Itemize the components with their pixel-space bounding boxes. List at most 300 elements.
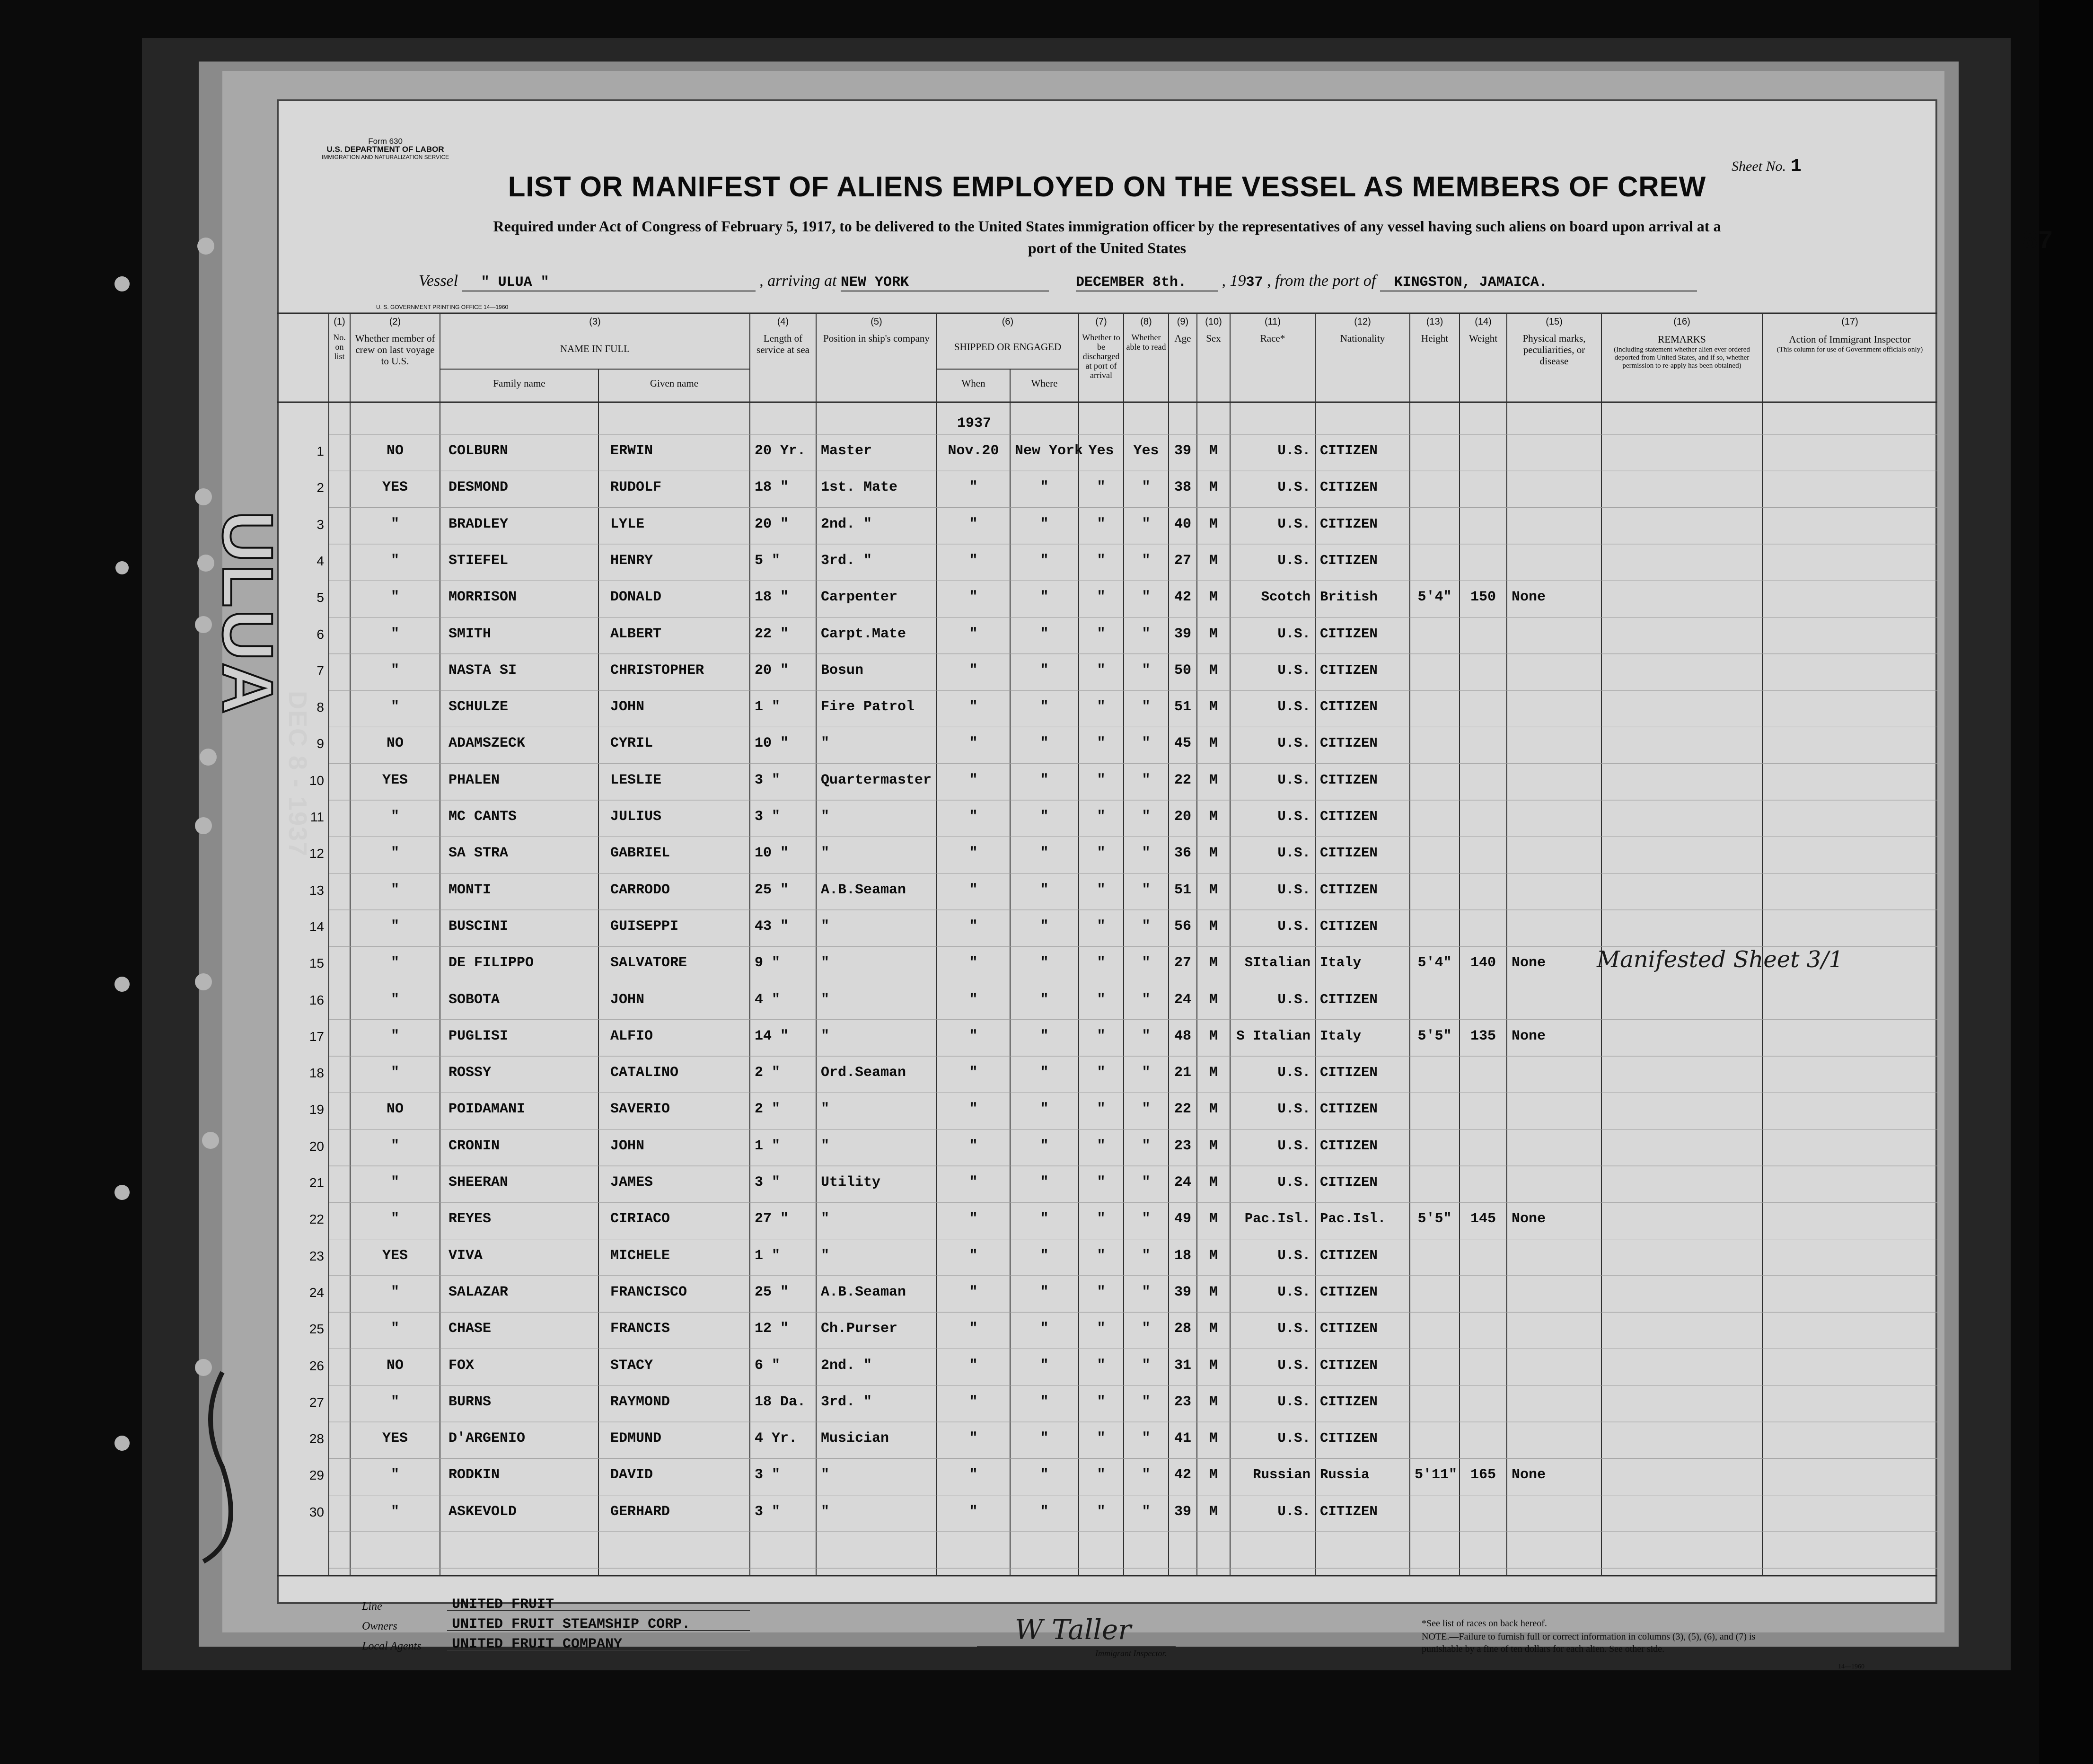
cell-where: "	[1040, 1028, 1049, 1044]
sheet-number-value: 1	[1790, 156, 1802, 176]
cell-discharged: "	[1097, 1065, 1106, 1081]
cell-height: 5'5"	[1417, 1211, 1452, 1227]
cell-nationality: CITIZEN	[1320, 882, 1378, 898]
cell-when: "	[969, 1138, 978, 1154]
cell-read: "	[1142, 991, 1151, 1008]
cell-where: "	[1040, 1467, 1049, 1483]
cell-read: "	[1142, 1138, 1151, 1154]
cell-sex: M	[1209, 699, 1218, 715]
cell-where: "	[1040, 589, 1049, 606]
cell-family: BRADLEY	[448, 516, 509, 532]
cell-age: 27	[1174, 552, 1191, 569]
cell-race: U.S.	[1277, 699, 1310, 715]
date-stamp: DEC 8 - 1937	[283, 691, 312, 857]
cell-service: 18 "	[755, 589, 789, 606]
header-col11-number: (11)	[1264, 317, 1281, 327]
cell-when: "	[969, 772, 978, 788]
cell-read: "	[1142, 1394, 1151, 1410]
cell-read: "	[1142, 955, 1151, 971]
cell-last: "	[390, 955, 399, 971]
cell-n: 16	[309, 992, 324, 1007]
cell-position: 2nd. "	[821, 1357, 872, 1374]
cell-given: STACY	[610, 1357, 653, 1374]
cell-n: 15	[309, 956, 324, 971]
cell-sex: M	[1209, 1101, 1218, 1118]
cell-given: SALVATORE	[610, 955, 687, 971]
cell-nationality: CITIZEN	[1320, 1321, 1378, 1337]
header-col16-note: (Including statement whether alien ever ordered deported from United States, and if so, whether permission to re-apply has been obtained)	[1614, 346, 1750, 370]
cell-service: 3 "	[755, 1503, 781, 1520]
cell-age: 45	[1174, 735, 1191, 752]
cell-family: ASKEVOLD	[448, 1503, 517, 1520]
cell-n: 29	[309, 1468, 324, 1483]
cell-given: FRANCIS	[610, 1321, 670, 1337]
cell-last: NO	[386, 735, 404, 752]
cell-sex: M	[1209, 1284, 1218, 1300]
cell-where: "	[1040, 1065, 1049, 1081]
cell-when: "	[969, 1174, 978, 1191]
cell-age: 42	[1174, 589, 1191, 606]
cell-read: "	[1142, 809, 1151, 825]
cell-read: "	[1142, 772, 1151, 788]
cell-race: U.S.	[1277, 1430, 1310, 1446]
vessel-line	[419, 272, 1697, 291]
cell-read: "	[1142, 1065, 1151, 1081]
header-col15-number: (15)	[1546, 317, 1563, 327]
cell-race: Scotch	[1261, 589, 1310, 605]
cell-read: "	[1142, 1028, 1151, 1044]
cell-given: CYRIL	[610, 735, 653, 752]
header-col11-label: Race*	[1260, 333, 1285, 344]
cell-when: "	[969, 516, 978, 532]
from-port-label: , from the port of	[1267, 272, 1376, 290]
cell-marks: None	[1512, 1211, 1546, 1227]
cell-nationality: CITIZEN	[1320, 443, 1378, 459]
cell-nationality: Italy	[1320, 1028, 1362, 1044]
cell-last: "	[390, 809, 399, 825]
cell-sex: M	[1209, 735, 1218, 752]
cell-service: 1 "	[755, 1138, 781, 1154]
cell-race: U.S.	[1277, 809, 1310, 824]
cell-marks: None	[1512, 589, 1546, 606]
cell-last: "	[390, 845, 399, 862]
cell-sex: M	[1209, 772, 1218, 788]
cell-nationality: CITIZEN	[1320, 1247, 1378, 1263]
cell-when: "	[969, 1430, 978, 1447]
cell-when: "	[969, 1028, 978, 1044]
cell-family: MC CANTS	[448, 809, 517, 825]
cell-given: EDMUND	[610, 1430, 662, 1447]
cell-n: 25	[309, 1322, 324, 1337]
cell-n: 6	[317, 626, 324, 642]
cell-where: "	[1040, 1394, 1049, 1410]
header-col5-number: (5)	[871, 317, 882, 327]
cell-race: U.S.	[1277, 552, 1310, 568]
cell-age: 42	[1174, 1467, 1191, 1483]
cell-given: CATALINO	[610, 1065, 679, 1081]
cell-last: "	[390, 1321, 399, 1337]
cell-age: 22	[1174, 772, 1191, 788]
cell-where: "	[1040, 1101, 1049, 1118]
cell-race: S Italian	[1236, 1028, 1310, 1044]
cell-n: 19	[309, 1102, 324, 1117]
cell-given: HENRY	[610, 552, 653, 569]
cell-age: 50	[1174, 662, 1191, 679]
cell-sex: M	[1209, 552, 1218, 569]
cell-when: "	[969, 1101, 978, 1118]
cell-given: RUDOLF	[610, 479, 662, 496]
form-code: 14—1960	[1838, 1663, 1864, 1670]
cell-discharged: "	[1097, 1503, 1106, 1520]
cell-last: "	[390, 1028, 399, 1044]
cell-n: 22	[309, 1212, 324, 1227]
cell-marks: None	[1512, 1028, 1546, 1044]
vessel-label: Vessel	[419, 272, 458, 290]
cell-service: 20 Yr.	[755, 443, 806, 459]
cell-race: U.S.	[1277, 1284, 1310, 1300]
cell-where: "	[1040, 1357, 1049, 1374]
cell-given: DONALD	[610, 589, 662, 606]
cell-where: "	[1040, 955, 1049, 971]
page-subtitle	[277, 215, 1937, 259]
signature-underline	[977, 1646, 1176, 1648]
cell-weight: 135	[1470, 1028, 1496, 1044]
header-name-in-full: NAME IN FULL	[560, 343, 630, 354]
cell-where: "	[1040, 1247, 1049, 1264]
form-department: U.S. DEPARTMENT OF LABOR	[326, 145, 444, 154]
cell-when: "	[969, 809, 978, 825]
cell-when: "	[969, 1394, 978, 1410]
cell-service: 12 "	[755, 1321, 789, 1337]
header-col1-number: (1)	[334, 317, 345, 327]
cell-last: "	[390, 552, 399, 569]
cell-n: 21	[309, 1175, 324, 1190]
cell-discharged: "	[1097, 1394, 1106, 1410]
cell-discharged: "	[1097, 626, 1106, 642]
cell-n: 26	[309, 1358, 324, 1373]
cell-age: 51	[1174, 699, 1191, 715]
cell-position: "	[821, 735, 830, 752]
header-col9-number: (9)	[1177, 317, 1189, 327]
cell-position: Quartermaster	[821, 772, 932, 788]
cell-last: "	[390, 626, 399, 642]
cell-age: 48	[1174, 1028, 1191, 1044]
cell-discharged: "	[1097, 918, 1106, 935]
cell-read: "	[1142, 1174, 1151, 1191]
cell-last: "	[390, 918, 399, 935]
cell-nationality: CITIZEN	[1320, 1503, 1378, 1519]
local-agents-label: Local Agents	[362, 1640, 422, 1652]
cell-position: Musician	[821, 1430, 889, 1447]
cell-service: 4 Yr.	[755, 1430, 798, 1447]
cell-position: "	[821, 1211, 830, 1227]
cell-family: MONTI	[448, 882, 492, 898]
cell-service: 2 "	[755, 1065, 781, 1081]
cell-sex: M	[1209, 918, 1218, 935]
cell-race: Pac.Isl.	[1244, 1211, 1310, 1227]
cell-given: FRANCISCO	[610, 1284, 687, 1300]
cell-discharged: "	[1097, 991, 1106, 1008]
cell-discharged: "	[1097, 1138, 1106, 1154]
cell-discharged: "	[1097, 1247, 1106, 1264]
cell-discharged: "	[1097, 772, 1106, 788]
inspector-label: Immigrant Inspector.	[1095, 1649, 1167, 1658]
cell-given: JULIUS	[610, 809, 662, 825]
form-header	[322, 137, 449, 161]
cell-position: "	[821, 1467, 830, 1483]
cell-where: "	[1040, 479, 1049, 496]
line-label: Line	[362, 1600, 382, 1613]
cell-position: Carpt.Mate	[821, 626, 906, 642]
cell-read: "	[1142, 589, 1151, 606]
cell-remarks: Manifested Sheet 3/1	[1597, 946, 1843, 973]
races-note: *See list of races on back hereof.	[1422, 1618, 1547, 1629]
cell-given: GUISEPPI	[610, 918, 679, 935]
cell-given: SAVERIO	[610, 1101, 670, 1118]
cell-discharged: "	[1097, 1174, 1106, 1191]
cell-family: ROSSY	[448, 1065, 492, 1081]
cell-nationality: CITIZEN	[1320, 809, 1378, 824]
cell-n: 10	[309, 773, 324, 788]
cell-family: SCHULZE	[448, 699, 509, 715]
cell-given: DAVID	[610, 1467, 653, 1483]
cell-given: CARRODO	[610, 882, 670, 898]
cell-where: "	[1040, 552, 1049, 569]
cell-discharged: "	[1097, 1357, 1106, 1374]
cell-given: ERWIN	[610, 443, 653, 459]
cell-age: 39	[1174, 1503, 1191, 1520]
cell-where: "	[1040, 1138, 1049, 1154]
cell-race: U.S.	[1277, 1247, 1310, 1263]
cell-position: Carpenter	[821, 589, 898, 606]
header-col16-number: (16)	[1673, 317, 1690, 327]
cell-nationality: CITIZEN	[1320, 1284, 1378, 1300]
cell-nationality: CITIZEN	[1320, 735, 1378, 751]
cell-race: U.S.	[1277, 443, 1310, 459]
footer-underlines	[447, 1610, 750, 1657]
cell-position: Fire Patrol	[821, 699, 915, 715]
cell-age: 40	[1174, 516, 1191, 532]
cell-service: 25 "	[755, 882, 789, 898]
year-mark: 1937	[957, 415, 992, 432]
cell-given: GERHARD	[610, 1503, 670, 1520]
cell-age: 24	[1174, 1174, 1191, 1191]
cell-height: 5'5"	[1417, 1028, 1452, 1044]
cell-race: Russian	[1253, 1467, 1310, 1483]
cell-position: 3rd. "	[821, 1394, 872, 1410]
cell-family: SHEERAN	[448, 1174, 509, 1191]
cell-when: "	[969, 552, 978, 569]
cell-discharged: "	[1097, 662, 1106, 679]
cell-read: "	[1142, 1357, 1151, 1374]
cell-n: 13	[309, 882, 324, 898]
cell-last: "	[390, 1174, 399, 1191]
header-col12-number: (12)	[1354, 317, 1371, 327]
cell-race: U.S.	[1277, 882, 1310, 898]
cell-weight: 140	[1470, 955, 1496, 971]
cell-race: U.S.	[1277, 626, 1310, 642]
cell-service: 18 Da.	[755, 1394, 806, 1410]
cell-family: PUGLISI	[448, 1028, 509, 1044]
cell-nationality: CITIZEN	[1320, 918, 1378, 934]
cell-race: U.S.	[1277, 662, 1310, 678]
departure-port: KINGSTON, JAMAICA.	[1380, 274, 1697, 291]
cell-service: 3 "	[755, 1174, 781, 1191]
cell-sex: M	[1209, 1211, 1218, 1227]
arrival-date: DECEMBER 8th.	[1076, 274, 1218, 291]
cell-race: U.S.	[1277, 1101, 1310, 1117]
cell-discharged: "	[1097, 699, 1106, 715]
cell-family: SA STRA	[448, 845, 509, 862]
printing-office-line: U. S. GOVERNMENT PRINTING OFFICE 14—1960	[376, 304, 509, 310]
cell-sex: M	[1209, 882, 1218, 898]
cell-when: "	[969, 1247, 978, 1264]
cell-position: A.B.Seaman	[821, 1284, 906, 1300]
cell-read: Yes	[1133, 443, 1159, 459]
header-col14-label: Weight	[1469, 333, 1498, 344]
cell-family: SALAZAR	[448, 1284, 509, 1300]
cell-nationality: CITIZEN	[1320, 1430, 1378, 1446]
cell-read: "	[1142, 1247, 1151, 1264]
cell-family: D'ARGENIO	[448, 1430, 526, 1447]
cell-n: 1	[317, 444, 324, 459]
cell-position: "	[821, 991, 830, 1008]
cell-age: 28	[1174, 1321, 1191, 1337]
cell-when: Nov.20	[948, 443, 999, 459]
cell-when: "	[969, 845, 978, 862]
cell-race: U.S.	[1277, 772, 1310, 788]
cell-nationality: CITIZEN	[1320, 772, 1378, 788]
cell-last: YES	[382, 479, 408, 496]
header-col10-number: (10)	[1205, 317, 1222, 327]
cell-position: "	[821, 1028, 830, 1044]
header-col2-number: (2)	[389, 317, 401, 327]
cell-given: CIRIACO	[610, 1211, 670, 1227]
header-shipped-or-engaged: SHIPPED OR ENGAGED	[954, 341, 1062, 353]
cell-discharged: "	[1097, 735, 1106, 752]
form-number: Form 630	[368, 137, 403, 146]
cell-age: 38	[1174, 479, 1191, 496]
cell-service: 14 "	[755, 1028, 789, 1044]
cell-last: "	[390, 1138, 399, 1154]
cell-n: 23	[309, 1248, 324, 1263]
owners-value: UNITED FRUIT STEAMSHIP CORP.	[452, 1616, 691, 1632]
cell-sex: M	[1209, 1430, 1218, 1447]
cell-position: 1st. Mate	[821, 479, 898, 496]
cell-race: U.S.	[1277, 991, 1310, 1007]
cell-height: 5'4"	[1417, 589, 1452, 606]
cell-given: ALBERT	[610, 626, 662, 642]
cell-position: 3rd. "	[821, 552, 872, 569]
cell-n: 14	[309, 919, 324, 934]
cell-n: 2	[317, 480, 324, 495]
header-col4-number: (4)	[777, 317, 789, 327]
cell-race: SItalian	[1244, 955, 1310, 971]
cell-nationality: CITIZEN	[1320, 662, 1378, 678]
cell-where: "	[1040, 1174, 1049, 1191]
header-col8-number: (8)	[1140, 317, 1152, 327]
cell-given: LESLIE	[610, 772, 662, 788]
cell-service: 27 "	[755, 1211, 789, 1227]
arrival-year: 37	[1246, 274, 1263, 291]
cell-nationality: CITIZEN	[1320, 1357, 1378, 1373]
cell-race: U.S.	[1277, 845, 1310, 861]
cell-last: "	[390, 1467, 399, 1483]
form-service: IMMIGRATION AND NATURALIZATION SERVICE	[322, 154, 449, 160]
cell-where: "	[1040, 1284, 1049, 1300]
cell-last: "	[390, 1394, 399, 1410]
cell-service: 20 "	[755, 516, 789, 532]
cell-age: 39	[1174, 443, 1191, 459]
cell-family: COLBURN	[448, 443, 509, 459]
cell-when: "	[969, 1357, 978, 1374]
cell-age: 24	[1174, 991, 1191, 1008]
header-col7-number: (7)	[1095, 317, 1107, 327]
header-col2-label: Whether member of crew on last voyage to U.S.	[355, 333, 435, 367]
cell-read: "	[1142, 1467, 1151, 1483]
cell-read: "	[1142, 845, 1151, 862]
subtitle-line-2: port of the United States	[1028, 239, 1187, 256]
cell-when: "	[969, 918, 978, 935]
cell-n: 7	[317, 663, 324, 678]
cell-race: U.S.	[1277, 516, 1310, 532]
cell-read: "	[1142, 1101, 1151, 1118]
cell-family: DESMOND	[448, 479, 509, 496]
header-col14-number: (14)	[1475, 317, 1492, 327]
cell-read: "	[1142, 626, 1151, 642]
cell-nationality: CITIZEN	[1320, 516, 1378, 532]
cell-when: "	[969, 735, 978, 752]
vessel-stamp: ULUA	[208, 511, 288, 716]
cell-read: "	[1142, 1284, 1151, 1300]
header-col8-label: Whether able to read	[1126, 333, 1166, 352]
cell-nationality: CITIZEN	[1320, 991, 1378, 1007]
cell-where: "	[1040, 735, 1049, 752]
cell-n: 12	[309, 846, 324, 861]
header-col12-label: Nationality	[1340, 333, 1385, 344]
cell-family: FOX	[448, 1357, 475, 1374]
cell-discharged: "	[1097, 1211, 1106, 1227]
cell-where: "	[1040, 1430, 1049, 1447]
header-col13-number: (13)	[1426, 317, 1443, 327]
cell-read: "	[1142, 1321, 1151, 1337]
cell-family: MORRISON	[448, 589, 517, 606]
cell-race: U.S.	[1277, 1138, 1310, 1154]
cell-service: 2 "	[755, 1101, 781, 1118]
cell-last: NO	[386, 1101, 404, 1118]
header-col9-label: Age	[1174, 333, 1191, 344]
cell-sex: M	[1209, 443, 1218, 459]
cell-where: "	[1040, 1211, 1049, 1227]
cell-n: 3	[317, 517, 324, 532]
cell-age: 51	[1174, 882, 1191, 898]
cell-nationality: CITIZEN	[1320, 1174, 1378, 1190]
cell-when: "	[969, 699, 978, 715]
cell-read: "	[1142, 479, 1151, 496]
cell-family: BURNS	[448, 1394, 492, 1410]
cell-where: "	[1040, 918, 1049, 935]
cell-nationality: CITIZEN	[1320, 1138, 1378, 1154]
cell-given: LYLE	[610, 516, 645, 532]
cell-family: PHALEN	[448, 772, 500, 788]
cell-service: 6 "	[755, 1357, 781, 1374]
cell-nationality: CITIZEN	[1320, 699, 1378, 715]
cell-age: 21	[1174, 1065, 1191, 1081]
header-col3-number: (3)	[589, 317, 601, 327]
cell-read: "	[1142, 735, 1151, 752]
cell-when: "	[969, 1065, 978, 1081]
cell-last: "	[390, 699, 399, 715]
